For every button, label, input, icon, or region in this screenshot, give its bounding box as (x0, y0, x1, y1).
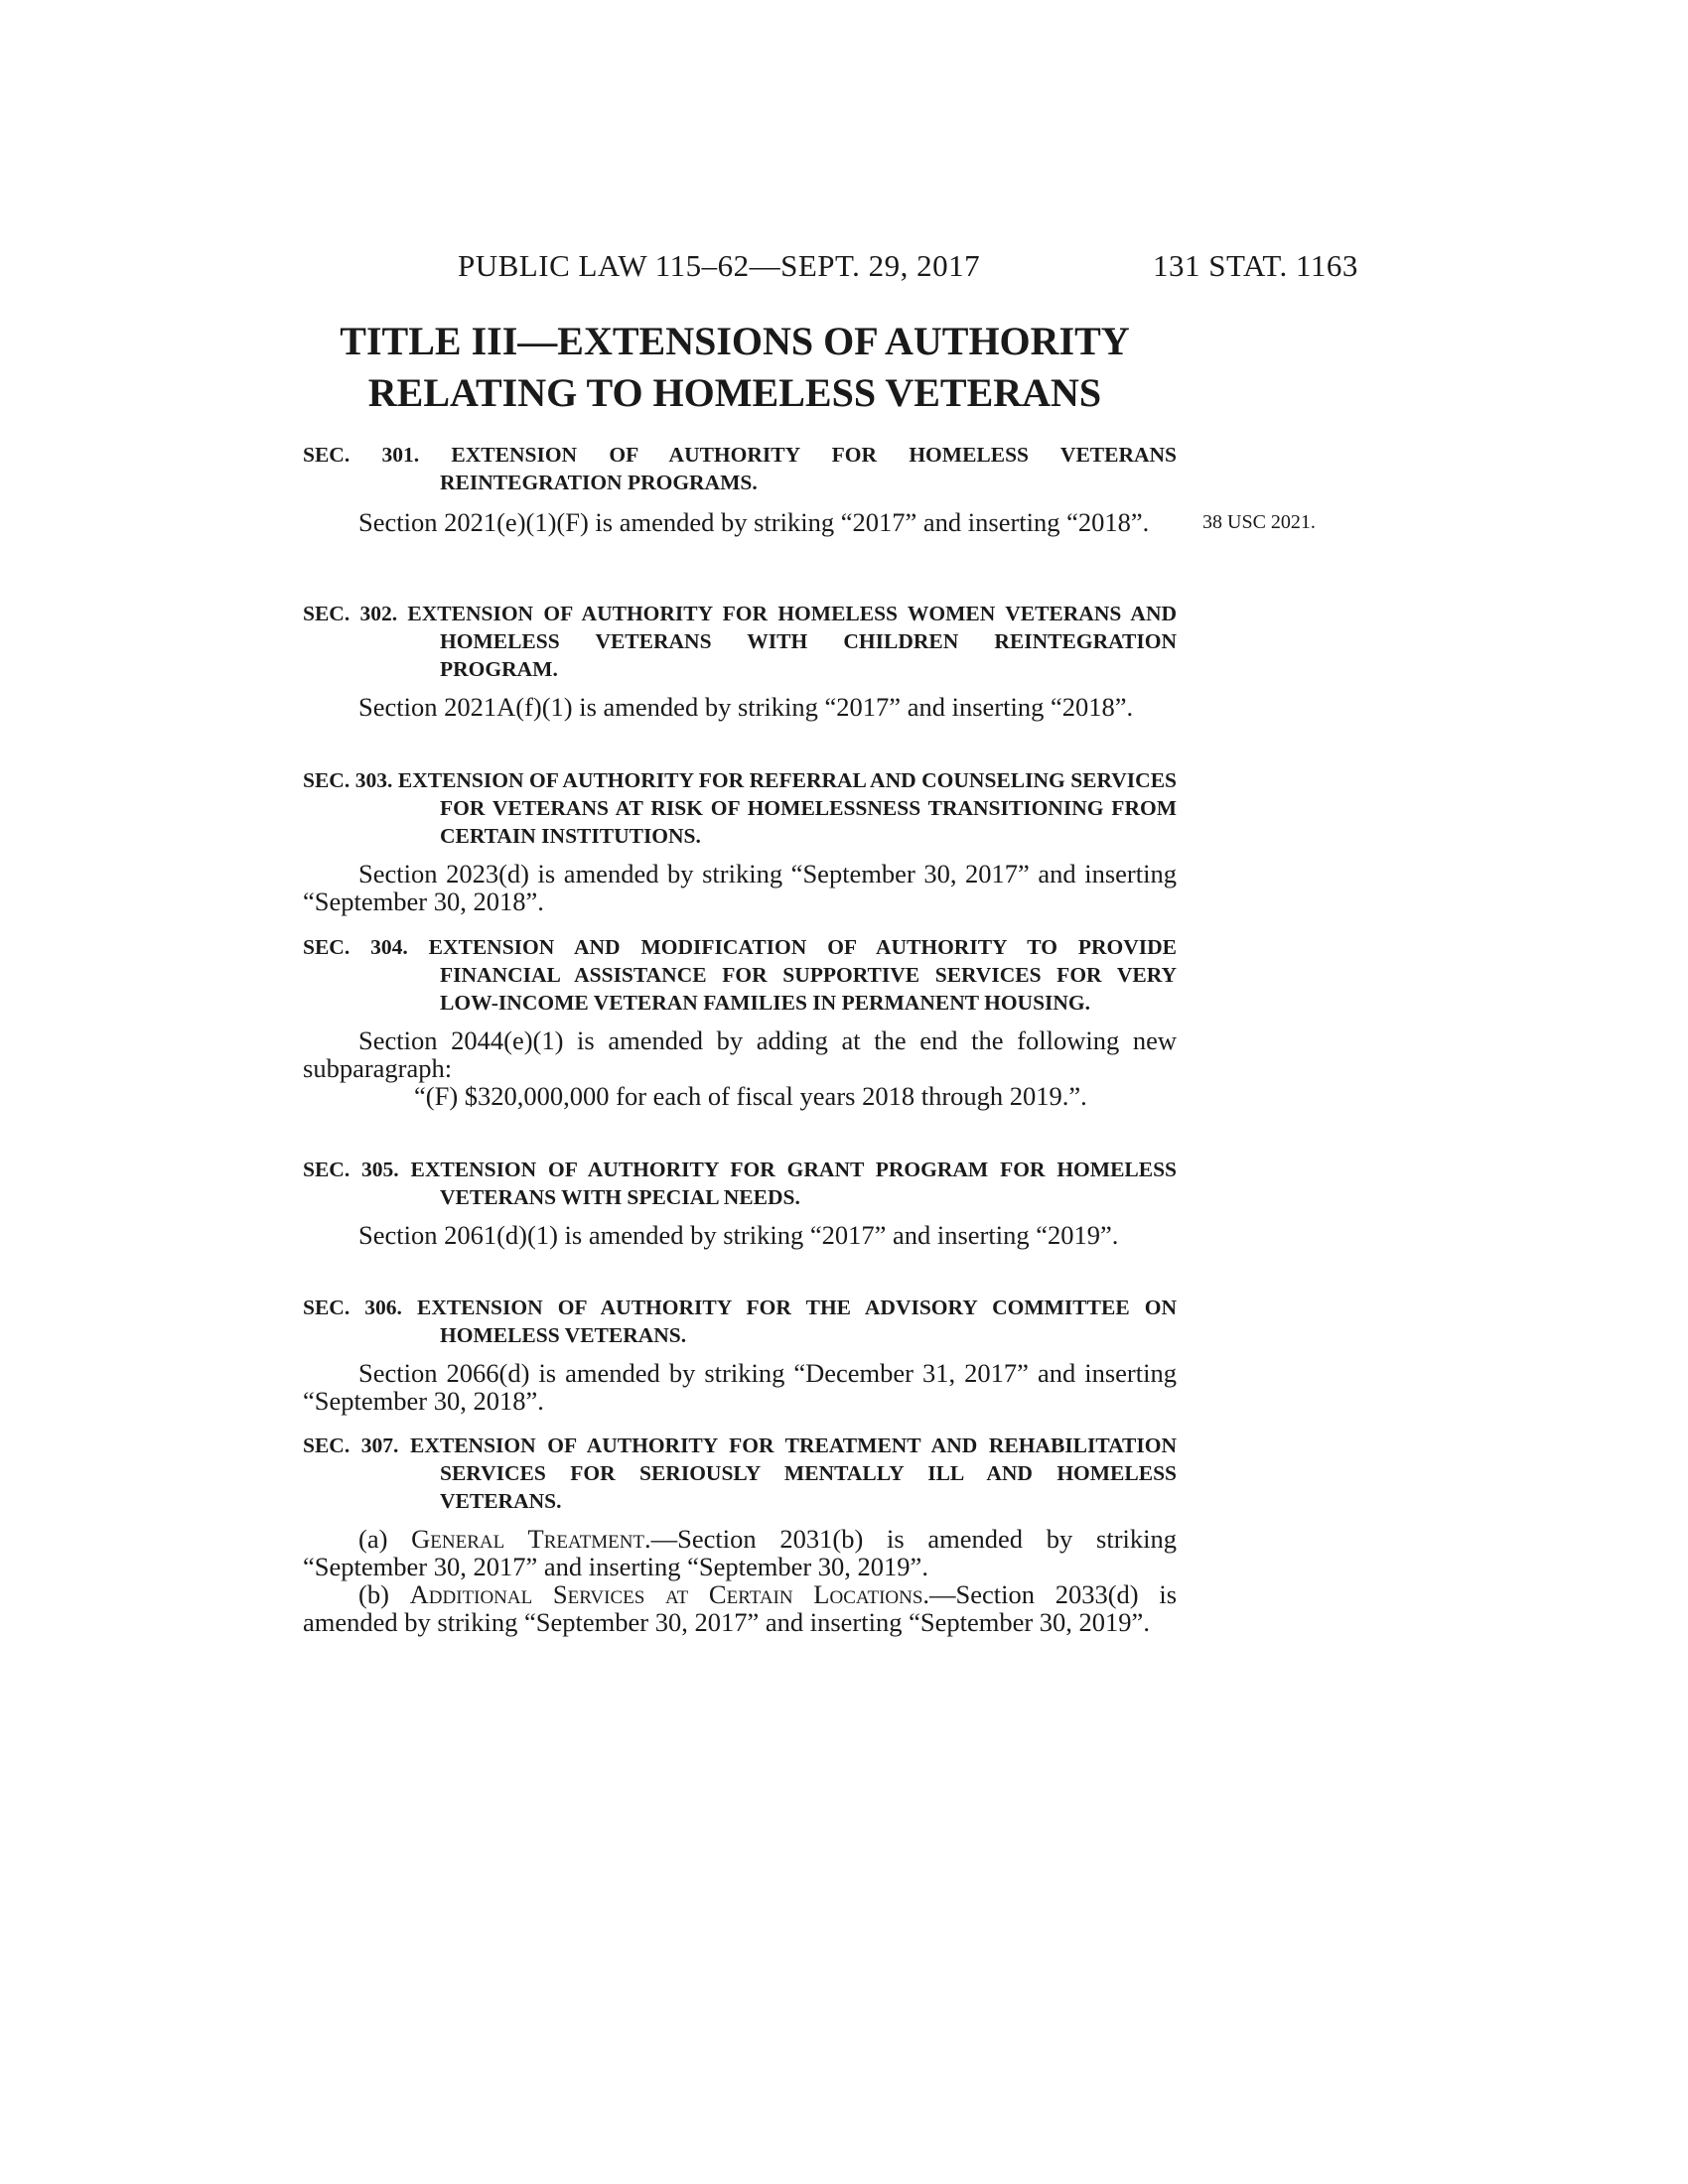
quoted-subparagraph: “(F) $320,000,000 for each of fiscal years 2018 through 2019.”. (414, 1081, 1087, 1111)
section-text: Section 2066(d) is amended by striking “December 31, 2017” and inserting “September 30, 2018”. (303, 1358, 1177, 1416)
section-heading: SEC. 305. EXTENSION OF AUTHORITY FOR GRANT PROGRAM FOR HOMELESS VETERANS WITH SPECIAL NEEDS. (303, 1158, 1177, 1209)
subsection-label: (a) (358, 1524, 388, 1554)
section-heading: SEC. 303. EXTENSION OF AUTHORITY FOR REFERRAL AND COUNSELING SERVICES FOR VETERANS AT RISK OF HOMELESSNESS TRANSITIONING FROM CERTAIN INSTITUTIONS. (303, 768, 1177, 848)
subsection-text: —Section 2033(d) is amended by striking “September 30, 2017” and inserting “September 30, 2019”. (303, 1579, 1178, 1637)
section-301 (303, 441, 1177, 536)
section-heading: SEC. 306. EXTENSION OF AUTHORITY FOR THE ADVISORY COMMITTEE ON HOMELESS VETERANS. (303, 1296, 1177, 1347)
title-line-1: TITLE III—EXTENSIONS OF AUTHORITY (340, 319, 1130, 363)
subsection-caption: Additional Services at Certain Locations. (409, 1579, 930, 1609)
section-heading: SEC. 304. EXTENSION AND MODIFICATION OF AUTHORITY TO PROVIDE FINANCIAL ASSISTANCE FOR SUPPORTIVE SERVICES FOR VERY LOW-INCOME VETERAN FAMILIES IN PERMANENT HOUSING. (303, 935, 1177, 1015)
subsection-label: (b) (358, 1579, 389, 1609)
section-text: Section 2044(e)(1) is amended by adding at the end the following new subparagraph: (303, 1025, 1177, 1083)
section-306 (303, 1294, 1177, 1415)
subsection-a (303, 1525, 1177, 1580)
running-head: PUBLIC LAW 115–62—SEPT. 29, 2017 (458, 248, 981, 283)
section-307 (303, 1432, 1177, 1636)
section-text: Section 2061(d)(1) is amended by striking “2017” and inserting “2019”. (358, 1220, 1119, 1250)
section-302 (303, 600, 1177, 721)
subsection-caption: General Treatment. (411, 1524, 651, 1554)
section-heading: SEC. 301. EXTENSION OF AUTHORITY FOR HOMELESS VETERANS REINTEGRATION PROGRAMS. (303, 443, 1177, 494)
title-heading (298, 316, 1172, 419)
subsection-text: —Section 2031(b) is amended by striking “September 30, 2017” and inserting “September 30, 2019”. (303, 1524, 1178, 1581)
section-heading: SEC. 307. EXTENSION OF AUTHORITY FOR TREATMENT AND REHABILITATION SERVICES FOR SERIOUSLY MENTALLY ILL AND HOMELESS VETERANS. (303, 1433, 1177, 1513)
section-text: Section 2021(e)(1)(F) is amended by striking “2017” and inserting “2018”. (358, 507, 1150, 537)
section-305 (303, 1156, 1177, 1249)
section-heading: SEC. 302. EXTENSION OF AUTHORITY FOR HOMELESS WOMEN VETERANS AND HOMELESS VETERANS WITH CHILDREN REINTEGRATION PROGRAM. (303, 602, 1177, 681)
subsection-b (303, 1580, 1177, 1636)
section-304 (303, 933, 1177, 1110)
title-line-2: RELATING TO HOMELESS VETERANS (367, 370, 1102, 415)
statute-page-number: 131 STAT. 1163 (1153, 248, 1358, 283)
section-text: Section 2023(d) is amended by striking “September 30, 2017” and inserting “September 30, 2018”. (303, 859, 1177, 916)
section-303 (303, 766, 1177, 915)
margin-citation: 38 USC 2021. (1202, 511, 1316, 533)
section-text: Section 2021A(f)(1) is amended by striking “2017” and inserting “2018”. (358, 692, 1134, 722)
